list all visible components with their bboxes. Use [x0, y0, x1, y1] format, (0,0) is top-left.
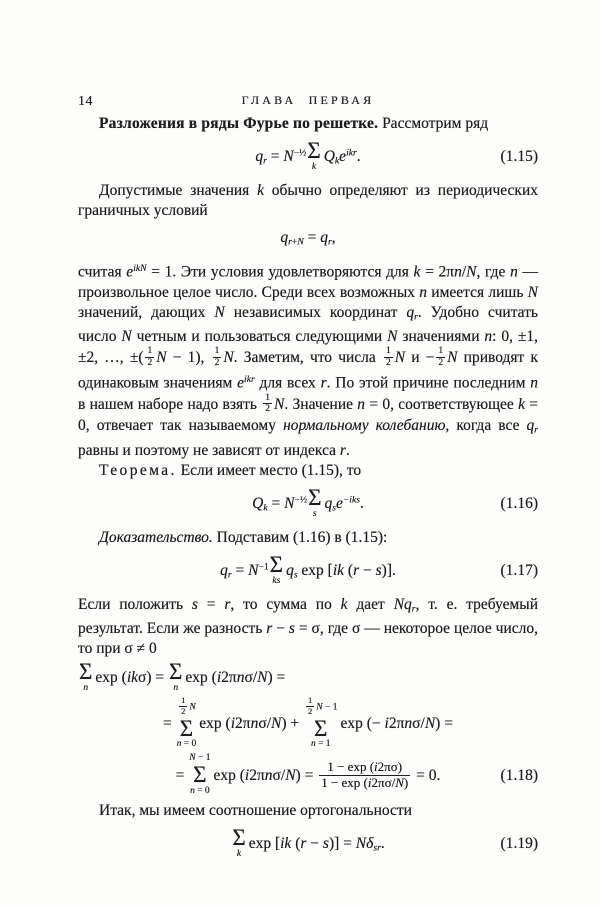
- italic-run: i: [244, 766, 250, 784]
- sigma-icon: Σ: [169, 659, 183, 685]
- text-run: 1 − exp (: [321, 774, 368, 790]
- fraction-numerator: [179, 696, 187, 706]
- italic-run: r: [263, 155, 267, 167]
- italic-run: i: [367, 774, 372, 790]
- italic-run: ikr: [244, 374, 255, 386]
- text-run: 1: [438, 346, 444, 357]
- text-run: ) =: [295, 766, 318, 784]
- text-run: приводят к одинаковым значениям: [78, 349, 538, 392]
- fraction-denominator: [384, 357, 393, 369]
- text-run: . Значение: [284, 395, 358, 413]
- text-run: −: [306, 834, 323, 852]
- italic-run: k: [257, 181, 264, 199]
- text-run: σ/: [258, 715, 272, 733]
- sum-upper-limit: [177, 697, 196, 718]
- text-run: = 0, соответствующее: [365, 395, 519, 413]
- text-run: = 0: [181, 739, 197, 750]
- text-run: = 2π: [420, 263, 455, 281]
- sum-symbol: [269, 551, 284, 587]
- italic-run: n: [83, 683, 89, 694]
- italic-run: −iks: [342, 494, 360, 506]
- text-run: 2: [385, 358, 391, 369]
- italic-run: N: [284, 495, 295, 513]
- sum-symbol: [304, 697, 337, 750]
- text-run: в нашем наборе надо взять: [78, 395, 262, 413]
- text-run: −: [272, 620, 289, 638]
- italic-run: q: [220, 561, 228, 579]
- text-run: /: [461, 263, 467, 281]
- italic-run: N: [447, 349, 458, 367]
- running-head: ГЛАВА ПЕРВАЯ: [241, 93, 375, 107]
- text-run: . По этой причине последним: [326, 374, 531, 392]
- page-number: 14: [78, 94, 93, 109]
- italic-run: N: [527, 283, 538, 301]
- text-run: Если имеет место (1.15), то: [176, 462, 362, 480]
- sum-symbol: [307, 140, 320, 173]
- text-run: ) +: [281, 715, 304, 733]
- text-run: Теорема.: [99, 462, 177, 480]
- equation: [78, 551, 538, 588]
- fraction-numerator: [213, 346, 222, 357]
- italic-run: n: [236, 669, 245, 687]
- fraction-numerator: [436, 346, 445, 357]
- italic-run: N: [271, 715, 282, 733]
- italic-run: n: [404, 715, 413, 733]
- italic-run: r: [339, 442, 346, 460]
- text-run: , когда все: [445, 417, 527, 435]
- italic-run: Q: [252, 495, 264, 513]
- equation-body: [255, 138, 361, 172]
- paragraph: [78, 595, 538, 660]
- text-run: значениями: [397, 328, 485, 346]
- italic-run: n: [176, 739, 182, 750]
- italic-run: r: [411, 603, 416, 615]
- text-run: , т. е. требуемый результат. Если же разность: [78, 595, 539, 638]
- italic-run: n: [484, 328, 493, 346]
- text-run: σ) =: [138, 669, 169, 687]
- italic-run: i: [216, 669, 222, 687]
- sum-symbol: [177, 697, 197, 750]
- text-run: )] =: [328, 834, 356, 852]
- text-run: четным и пользоваться следующими: [131, 328, 388, 346]
- italic-run: ik: [126, 669, 138, 687]
- italic-run: k: [334, 155, 340, 167]
- text-run: Итак, мы имеем соотношение ортогональности: [99, 802, 412, 820]
- fraction-denominator: [145, 357, 154, 369]
- italic-run: N: [223, 349, 234, 367]
- italic-run: q: [286, 561, 294, 579]
- italic-run: n: [419, 283, 428, 301]
- text-run: 1: [265, 392, 271, 403]
- text-run: .: [359, 495, 364, 513]
- equation-body: [252, 485, 364, 519]
- italic-run: N: [355, 834, 367, 852]
- sum-symbol: [79, 661, 92, 694]
- text-run: .: [345, 442, 350, 460]
- text-run: 1: [181, 695, 186, 706]
- equation: [78, 659, 538, 695]
- text-run: дает: [347, 595, 394, 613]
- equation: [78, 695, 538, 751]
- italic-run: N: [189, 753, 196, 764]
- fraction-denominator: [179, 706, 187, 717]
- text-run: exp (: [199, 715, 231, 733]
- text-run: Допустимые значения: [99, 181, 258, 199]
- italic-run: s: [312, 508, 317, 519]
- text-run: 2πσ): [377, 758, 403, 774]
- text-run: 2π: [388, 715, 405, 733]
- text-run: (: [291, 834, 301, 852]
- text-run: имеется лишь: [427, 283, 528, 301]
- italic-run: N: [297, 236, 304, 248]
- sigma-icon: Σ: [314, 715, 328, 741]
- italic-run: q: [406, 303, 415, 321]
- sigma-icon: Σ: [193, 762, 207, 788]
- equation: [78, 754, 538, 798]
- text-run: =: [163, 715, 176, 733]
- sigma-icon: Σ: [79, 659, 93, 685]
- sum-lower-limit: [173, 683, 178, 694]
- fraction-numerator: [263, 393, 272, 404]
- text-run: −: [359, 561, 376, 579]
- italic-run: N: [395, 774, 404, 790]
- italic-run: N: [466, 263, 477, 281]
- italic-run: s: [322, 834, 329, 852]
- text-run: считая: [78, 263, 127, 281]
- italic-run: n: [190, 786, 195, 797]
- italic-run: r: [300, 834, 307, 852]
- italic-run: q: [404, 595, 412, 613]
- text-run: 2: [265, 404, 271, 415]
- text-run: exp (−: [340, 715, 385, 733]
- text-run: exp [: [297, 561, 333, 579]
- text-run: и −: [405, 349, 435, 367]
- text-run: 1 − exp (: [327, 758, 375, 774]
- italic-run: s: [293, 569, 298, 581]
- equation-body: [163, 695, 453, 750]
- italic-run: n: [530, 374, 538, 392]
- fraction-denominator: [213, 357, 222, 369]
- sum-symbol: [232, 827, 245, 860]
- text-run: 1: [385, 346, 391, 357]
- fraction: [263, 393, 272, 416]
- text-run: 1: [214, 346, 220, 357]
- text-run: — произвольное целое число. Среди всех возможных: [78, 263, 538, 301]
- text-run: −½: [293, 147, 307, 159]
- italic-run: k: [413, 263, 421, 281]
- fraction-denominator: [263, 403, 272, 415]
- italic-run: r: [327, 236, 332, 248]
- italic-run: N: [394, 349, 406, 367]
- text-run: значений, дающих: [78, 303, 215, 321]
- text-run: обычно определяют из периодических граничных условий: [78, 181, 538, 219]
- equation: [78, 138, 538, 174]
- sigma-icon: Σ: [232, 825, 246, 851]
- text-run: 2π: [249, 766, 265, 784]
- text-run: −1: [258, 561, 269, 573]
- sum-lower-limit: [190, 786, 210, 797]
- fraction-numerator: [145, 346, 154, 357]
- text-run: exp (: [95, 669, 127, 687]
- sum-lower-limit: [272, 576, 280, 587]
- text-run: Рассмотрим ряд: [378, 115, 489, 132]
- page-header: [78, 90, 538, 107]
- sum-lower-limit: [177, 739, 197, 750]
- italic-run: s: [332, 502, 336, 514]
- paragraph: [78, 114, 538, 134]
- text-run: ): [403, 774, 409, 790]
- italic-run: ikr: [346, 147, 357, 159]
- text-run: exp (: [185, 669, 217, 687]
- text-run: σ/: [412, 715, 425, 733]
- text-run: 2: [214, 358, 220, 369]
- italic-run: N: [121, 328, 132, 346]
- italic-run: δ: [366, 834, 374, 852]
- italic-run: N: [393, 595, 405, 613]
- sigma-icon: Σ: [308, 485, 322, 511]
- italic-run: k: [311, 161, 317, 172]
- equation-body: [78, 659, 286, 694]
- text-run: ,: [331, 228, 336, 246]
- sum-symbol: [169, 661, 182, 694]
- text-run: =: [197, 595, 225, 613]
- italic-run: N: [189, 702, 196, 713]
- italic-run: s: [375, 561, 382, 579]
- equation: [78, 825, 538, 861]
- text-run: =: [175, 766, 189, 784]
- text-run: =: [266, 147, 284, 165]
- fraction-numerator: [384, 346, 393, 357]
- italic-run: r: [288, 236, 292, 248]
- sum-lower-limit: [313, 509, 317, 520]
- text-run: Подставим (1.16) в (1.15):: [212, 528, 388, 546]
- fraction-numerator: [325, 760, 404, 775]
- text-run: 2πσ/: [371, 774, 396, 790]
- italic-run: N: [283, 147, 294, 165]
- fraction-denominator: [436, 357, 445, 369]
- fraction: [306, 696, 314, 717]
- fraction-numerator: [306, 696, 314, 706]
- italic-run: r: [414, 311, 418, 323]
- italic-run: q: [324, 495, 333, 513]
- text-run: )].: [381, 561, 396, 579]
- italic-run: N: [285, 766, 296, 784]
- text-run: − 1),: [166, 349, 211, 367]
- bold-run: Разложения в ряды Фурье по решетке.: [99, 115, 379, 132]
- italic-run: N: [387, 328, 398, 346]
- paragraph: [78, 181, 538, 221]
- italic-run: sr: [373, 842, 381, 854]
- text-run: exp [: [248, 834, 281, 852]
- text-run: для всех: [254, 374, 321, 392]
- fraction-denominator: [319, 775, 410, 791]
- text-run: 2: [147, 358, 153, 369]
- text-run: ) =: [267, 669, 286, 687]
- italic-run: Доказательство.: [99, 528, 213, 546]
- text-run: −½: [294, 494, 308, 506]
- text-run: = 1: [315, 739, 331, 750]
- equation: [78, 485, 538, 521]
- italic-run: нормальному колебанию: [283, 417, 446, 435]
- italic-run: ikN: [133, 263, 147, 275]
- equation-number: (1.15): [500, 148, 538, 166]
- text-run: . Заметим, что числа: [233, 349, 382, 367]
- sigma-icon: Σ: [179, 715, 194, 741]
- text-run: равны и поэтому не зависят от индекса: [78, 442, 340, 460]
- italic-run: q: [255, 147, 264, 165]
- italic-run: N: [257, 669, 268, 687]
- equation-body: [231, 825, 385, 859]
- italic-run: N: [316, 702, 323, 713]
- italic-run: r: [266, 620, 273, 638]
- text-run: . Удобно считать число: [78, 303, 538, 346]
- italic-run: N: [248, 561, 259, 579]
- italic-run: n: [250, 715, 259, 733]
- italic-run: k: [263, 502, 268, 514]
- fraction: [179, 696, 187, 717]
- text-run: +: [291, 236, 298, 248]
- equation-body: [220, 551, 396, 586]
- page-content: [78, 114, 538, 861]
- equation-number: (1.16): [500, 495, 538, 513]
- italic-run: N: [274, 395, 285, 413]
- italic-run: e: [335, 495, 343, 513]
- italic-run: n: [357, 395, 366, 413]
- text-run: 1: [308, 695, 313, 706]
- fraction: [436, 346, 445, 369]
- text-run: =: [267, 495, 285, 513]
- italic-run: e: [237, 374, 245, 392]
- italic-run: s: [288, 620, 295, 638]
- text-run: , где: [476, 263, 511, 281]
- equation-number: (1.18): [500, 767, 538, 785]
- text-run: = 0: [194, 786, 210, 797]
- sum-lower-limit: [237, 849, 241, 860]
- text-run: =: [231, 561, 249, 579]
- text-run: Если положить: [78, 595, 192, 613]
- italic-run: q: [526, 417, 535, 435]
- sum-lower-limit: [83, 683, 88, 694]
- italic-run: q: [280, 228, 289, 246]
- equation-number: (1.19): [500, 835, 538, 853]
- italic-run: r: [353, 561, 360, 579]
- italic-run: r: [227, 569, 232, 581]
- text-run: − 1: [322, 702, 338, 713]
- sum-lower-limit: [311, 739, 331, 750]
- text-run: 2: [438, 358, 444, 369]
- italic-run: n: [173, 683, 179, 694]
- text-run: = 0.: [412, 766, 441, 784]
- sum-upper-limit: [304, 697, 337, 718]
- text-run: 2: [308, 705, 313, 716]
- text-run: = σ, где σ — некоторое целое число, то при σ ≠ 0: [78, 620, 538, 658]
- equation-number: (1.17): [500, 562, 538, 580]
- italic-run: k: [236, 848, 242, 859]
- italic-run: n: [264, 766, 273, 784]
- text-run: σ/: [272, 766, 286, 784]
- paragraph: [78, 528, 538, 548]
- sigma-icon: Σ: [269, 551, 284, 577]
- text-run: 2: [181, 705, 186, 716]
- italic-run: e: [126, 263, 134, 281]
- text-run: =: [303, 228, 321, 246]
- fraction: [145, 346, 154, 369]
- italic-run: ik: [280, 834, 292, 852]
- italic-run: ik: [332, 561, 345, 579]
- text-run: σ/: [244, 669, 258, 687]
- text-run: , то сумма по: [230, 595, 341, 613]
- italic-run: ks: [272, 575, 281, 586]
- text-run: .: [356, 147, 361, 165]
- text-run: .: [380, 834, 385, 852]
- paragraph: [78, 801, 538, 821]
- text-run: = 0, отвечает так называемому: [78, 395, 539, 435]
- italic-run: n: [510, 263, 518, 281]
- fraction: [319, 760, 410, 791]
- italic-run: Q: [323, 147, 335, 165]
- italic-run: r: [224, 595, 231, 613]
- text-run: 2π: [221, 669, 237, 687]
- text-run: exp (: [213, 766, 245, 784]
- sum-lower-limit: [312, 162, 316, 173]
- text-run: = 1. Эти условия удовлетворяются для: [146, 263, 414, 281]
- equation-body: [280, 229, 335, 246]
- sum-symbol: [308, 487, 321, 520]
- italic-run: i: [230, 715, 236, 733]
- paragraph: [78, 259, 538, 461]
- italic-run: k: [518, 395, 525, 413]
- italic-run: r: [320, 374, 327, 392]
- italic-run: k: [340, 595, 348, 613]
- text-run: ) =: [435, 715, 453, 733]
- sum-symbol: [189, 753, 210, 797]
- fraction-denominator: [306, 706, 314, 717]
- text-run: независимых координат: [224, 303, 407, 321]
- italic-run: q: [320, 228, 328, 246]
- italic-run: r: [534, 425, 539, 437]
- italic-run: n: [310, 739, 316, 750]
- italic-run: N: [214, 303, 225, 321]
- italic-run: s: [191, 595, 198, 613]
- text-run: − 1: [195, 753, 211, 764]
- equation: [78, 228, 538, 253]
- italic-run: i: [374, 758, 378, 774]
- fraction: [213, 346, 222, 369]
- italic-run: e: [339, 147, 347, 165]
- text-run: (: [344, 561, 354, 579]
- fraction: [384, 346, 393, 369]
- italic-run: N: [156, 349, 167, 367]
- text-run: 1: [147, 346, 153, 357]
- sigma-icon: Σ: [307, 138, 321, 163]
- paragraph: [78, 461, 538, 481]
- text-run: : 0, ±1, ±2, …, ±(: [78, 328, 538, 367]
- italic-run: n: [454, 263, 462, 281]
- text-run: 2π: [235, 715, 251, 733]
- italic-run: i: [384, 715, 389, 733]
- italic-run: N: [424, 715, 436, 733]
